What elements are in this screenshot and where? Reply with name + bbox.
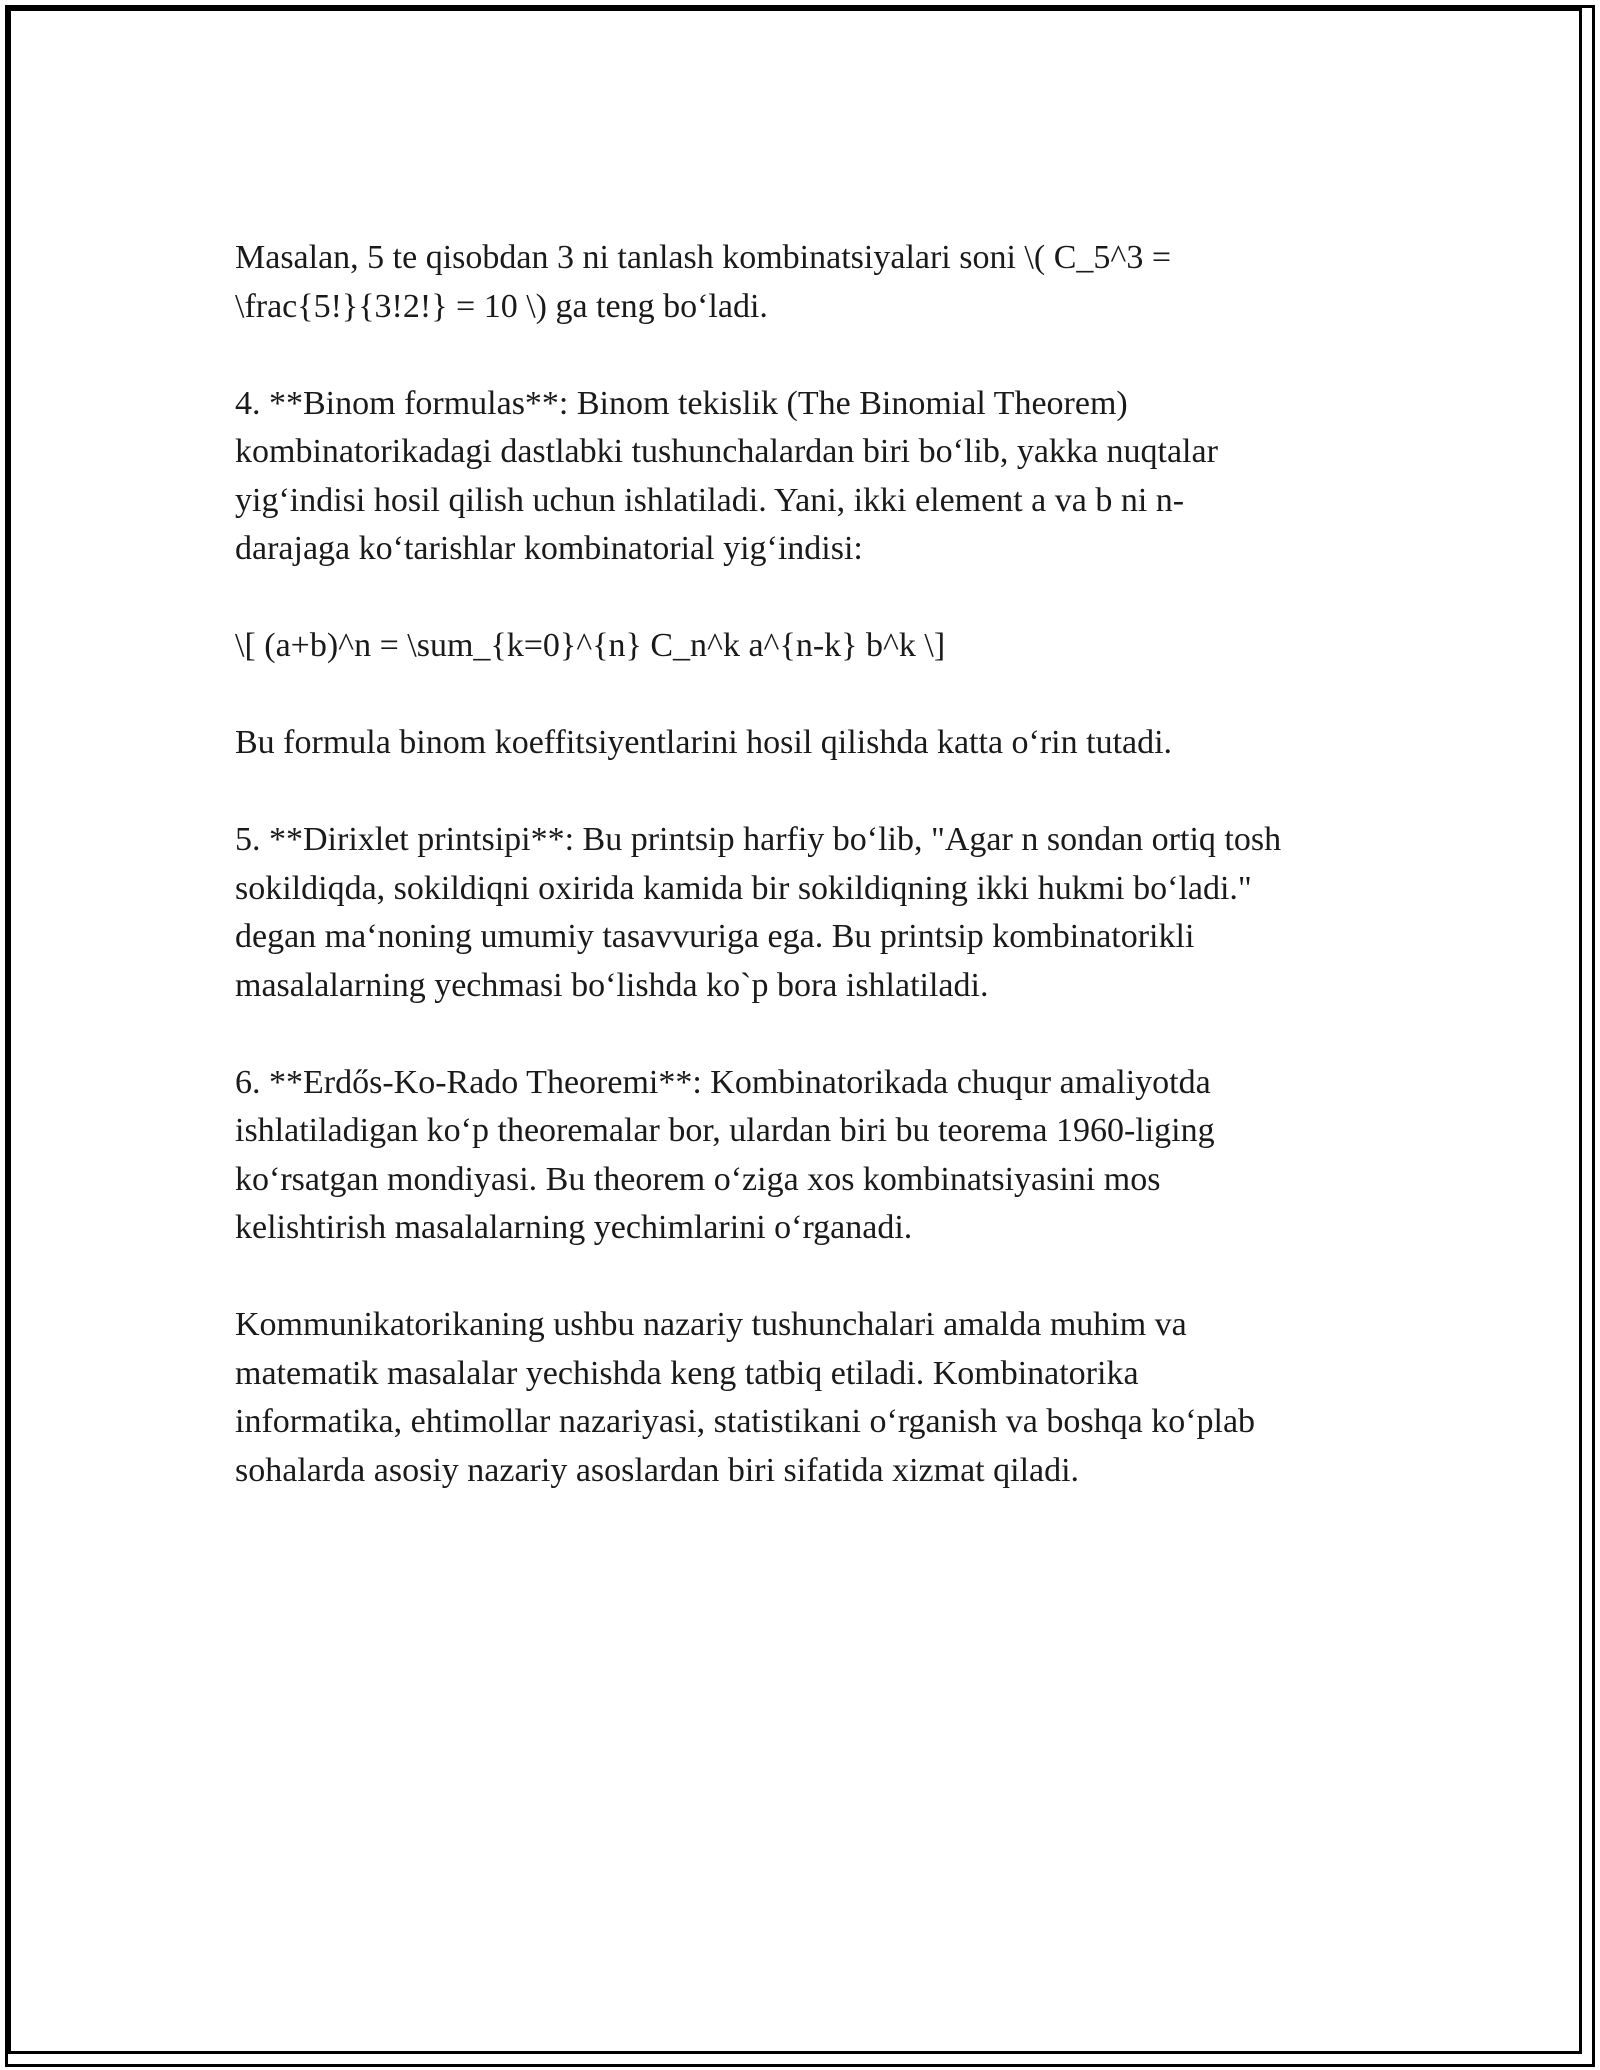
document-body: [235, 234, 1385, 1544]
paragraph-combination-example: Masalan, 5 te qisobdan 3 ni tanlash kombinatsiyalari soni \( C_5^3 = \frac{5!}{3!2!} = 10 \) ga teng bo‘ladi.: [235, 239, 1171, 325]
paragraph-binom-equation: \[ (a+b)^n = \sum_{k=0}^{n} C_n^k a^{n-k} b^k \]: [235, 627, 946, 664]
paragraph-dirichlet-principle: 5. **Dirixlet printsipi**: Bu printsip harfiy bo‘lib, "Agar n sondan ortiq tosh sokildiqda, sokildiqni oxirida kamida bir sokildiqning ikki hukmi bo‘ladi." degan ma‘noning umumiy tasavvuriga ega. Bu printsip kombinatorikli masalalarning yechmasi bo‘lishda ko`p bora ishlatiladi.: [235, 821, 1282, 1004]
paragraph-binom-formula: 4. **Binom formulas**: Binom tekislik (The Binomial Theorem) kombinatorikadagi dastlabki tushunchalardan biri bo‘lib, yakka nuqtalar yig‘indisi hosil qilish uchun ishlatiladi. Yani, ikki element a va b ni n- darajaga ko‘tarishlar kombinatorial yig‘indisi:: [235, 384, 1218, 567]
paragraph-binom-coefficients: Bu formula binom koeffitsiyentlarini hosil qilishda katta o‘rin tutadi.: [235, 724, 1173, 761]
paragraph-conclusion: Kommunikatorikaning ushbu nazariy tushunchalari amalda muhim va matematik masalalar yechishda keng tatbiq etiladi. Kombinatorika informatika, ehtimollar nazariyasi, statistikani o‘rganish va boshqa ko‘plab sohalarda asosiy nazariy asoslardan biri sifatida xizmat qiladi.: [235, 1306, 1256, 1489]
paragraph-erdos-ko-rado: 6. **Erdős-Ko-Rado Theoremi**: Kombinatorikada chuqur amaliyotda ishlatiladigan ko‘p theoremalar bor, ulardan biri bu teorema 1960-liging ko‘rsatgan mondiyasi. Bu theorem o‘ziga xos kombinatsiyasini mos kelishtirish masalalarning yechimlarini o‘rganadi.: [235, 1063, 1215, 1246]
